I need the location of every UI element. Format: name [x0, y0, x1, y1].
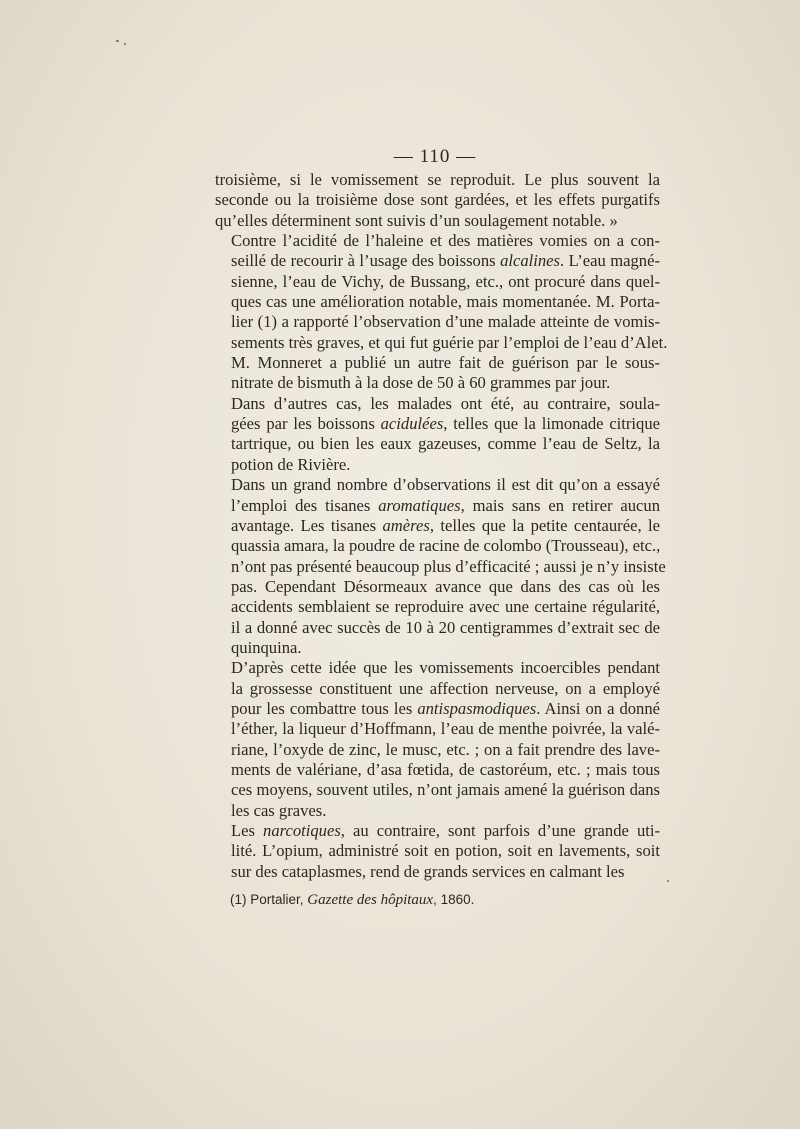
- ink-speck: [667, 880, 669, 882]
- paragraph: [215, 658, 660, 821]
- text-line: lité. L’opium, administré soit en potion, soit en lavements, soit: [231, 841, 660, 861]
- text-line: lier (1) a rapporté l’observation d’une malade atteinte de vomis-: [231, 312, 660, 332]
- italic-term: narcotiques: [263, 821, 341, 840]
- text-line: ques cas une amélioration notable, mais momentanée. M. Porta-: [231, 292, 660, 312]
- text-line: D’après cette idée que les vomissements incoercibles pendant: [231, 658, 660, 678]
- text-line: pour les combattre tous les antispasmodiques. Ainsi on a donné: [231, 698, 660, 718]
- text-line: avantage. Les tisanes amères, telles que la petite centaurée, le: [231, 515, 660, 535]
- text-line: quinquina.: [231, 637, 302, 657]
- text-line: Contre l’acidité de l’haleine et des matières vomies on a con-: [231, 231, 660, 251]
- text-line: il a donné avec succès de 10 à 20 centigrammes d’extrait sec de: [231, 617, 660, 637]
- body-text: [215, 170, 668, 882]
- paragraph: [215, 231, 668, 394]
- footnote-prefix: (1) Portalier,: [230, 892, 308, 907]
- italic-term: amères: [382, 515, 430, 535]
- ink-speck: [124, 43, 126, 45]
- text-line: l’éther, la liqueur d’Hoffmann, l’eau de menthe poivrée, la valé-: [231, 719, 660, 739]
- italic-term: antispasmodiques: [417, 698, 537, 718]
- text-line: sur des cataplasmes, rend de grands services en calmant les: [231, 861, 625, 881]
- text-line: les cas graves.: [231, 800, 327, 820]
- ink-speck: [116, 40, 119, 42]
- text-line: quassia amara, la poudre de racine de colombo (Trousseau), etc.,: [231, 536, 661, 556]
- paragraph: [215, 475, 666, 658]
- text-line: n’ont pas présenté beaucoup plus d’efficacité ; aussi je n’y insiste: [231, 556, 666, 576]
- text-line: tartrique, ou bien les eaux gazeuses, comme l’eau de Seltz, la: [231, 434, 660, 454]
- text-line: la grossesse constituent une affection nerveuse, on a employé: [231, 678, 660, 698]
- text-line: l’emploi des tisanes aromatiques, mais sans en retirer aucun: [231, 495, 661, 515]
- footnote-journal-title: Gazette des hôpitaux: [307, 892, 434, 908]
- text-line: qu’elles déterminent sont suivis d’un soulagement notable. »: [215, 210, 618, 230]
- text-line: ments de valériane, d’asa fœtida, de castoréum, etc. ; mais tous: [231, 759, 660, 779]
- text-line: Dans un grand nombre d’observations il est dit qu’on a essayé: [231, 475, 660, 495]
- paragraph: [215, 170, 660, 231]
- text-line: Dans d’autres cas, les malades ont été, au contraire, soula-: [231, 393, 660, 413]
- text-line: seillé de recourir à l’usage des boissons alcalines. L’eau magné-: [231, 251, 660, 271]
- italic-term: acidulées: [380, 414, 444, 434]
- footnote-suffix: , 1860.: [433, 892, 475, 907]
- text-line: riane, l’oxyde de zinc, le musc, etc. ; on a fait prendre des lave-: [231, 739, 660, 759]
- footnote: [230, 892, 474, 909]
- text-line: potion de Rivière.: [231, 454, 351, 474]
- italic-term: alcalines: [500, 251, 560, 271]
- text-line: troisième, si le vomissement se reproduit. Le plus souvent la: [215, 170, 660, 189]
- text-line: gées par les boissons acidulées, telles que la limonade citrique: [231, 414, 660, 434]
- text-line: M. Monneret a publié un autre fait de guérison par le sous-: [231, 353, 660, 373]
- text-line: Les narcotiques, au contraire, sont parfois d’une grande uti-: [231, 821, 661, 840]
- text-line: pas. Cependant Désormeaux avance que dans des cas où les: [231, 576, 660, 596]
- text-line: seconde ou la troisième dose sont gardées, et les effets purgatifs: [215, 190, 660, 210]
- italic-term: aromatiques: [378, 495, 461, 515]
- paragraph: [215, 394, 660, 475]
- text-line: accidents semblaient se reproduire avec une certaine régularité,: [231, 597, 660, 617]
- page-number: — 110 —: [393, 146, 477, 167]
- text-line: ces moyens, souvent utiles, n’ont jamais amené la guérison dans: [231, 780, 660, 800]
- text-line: sements très graves, et qui fut guérie par l’emploi de l’eau d’Alet.: [231, 332, 668, 352]
- text-line: sienne, l’eau de Vichy, de Bussang, etc., ont procuré dans quel-: [231, 271, 660, 291]
- paragraph: [215, 821, 660, 882]
- text-line: nitrate de bismuth à la dose de 50 à 60 grammes par jour.: [231, 373, 611, 393]
